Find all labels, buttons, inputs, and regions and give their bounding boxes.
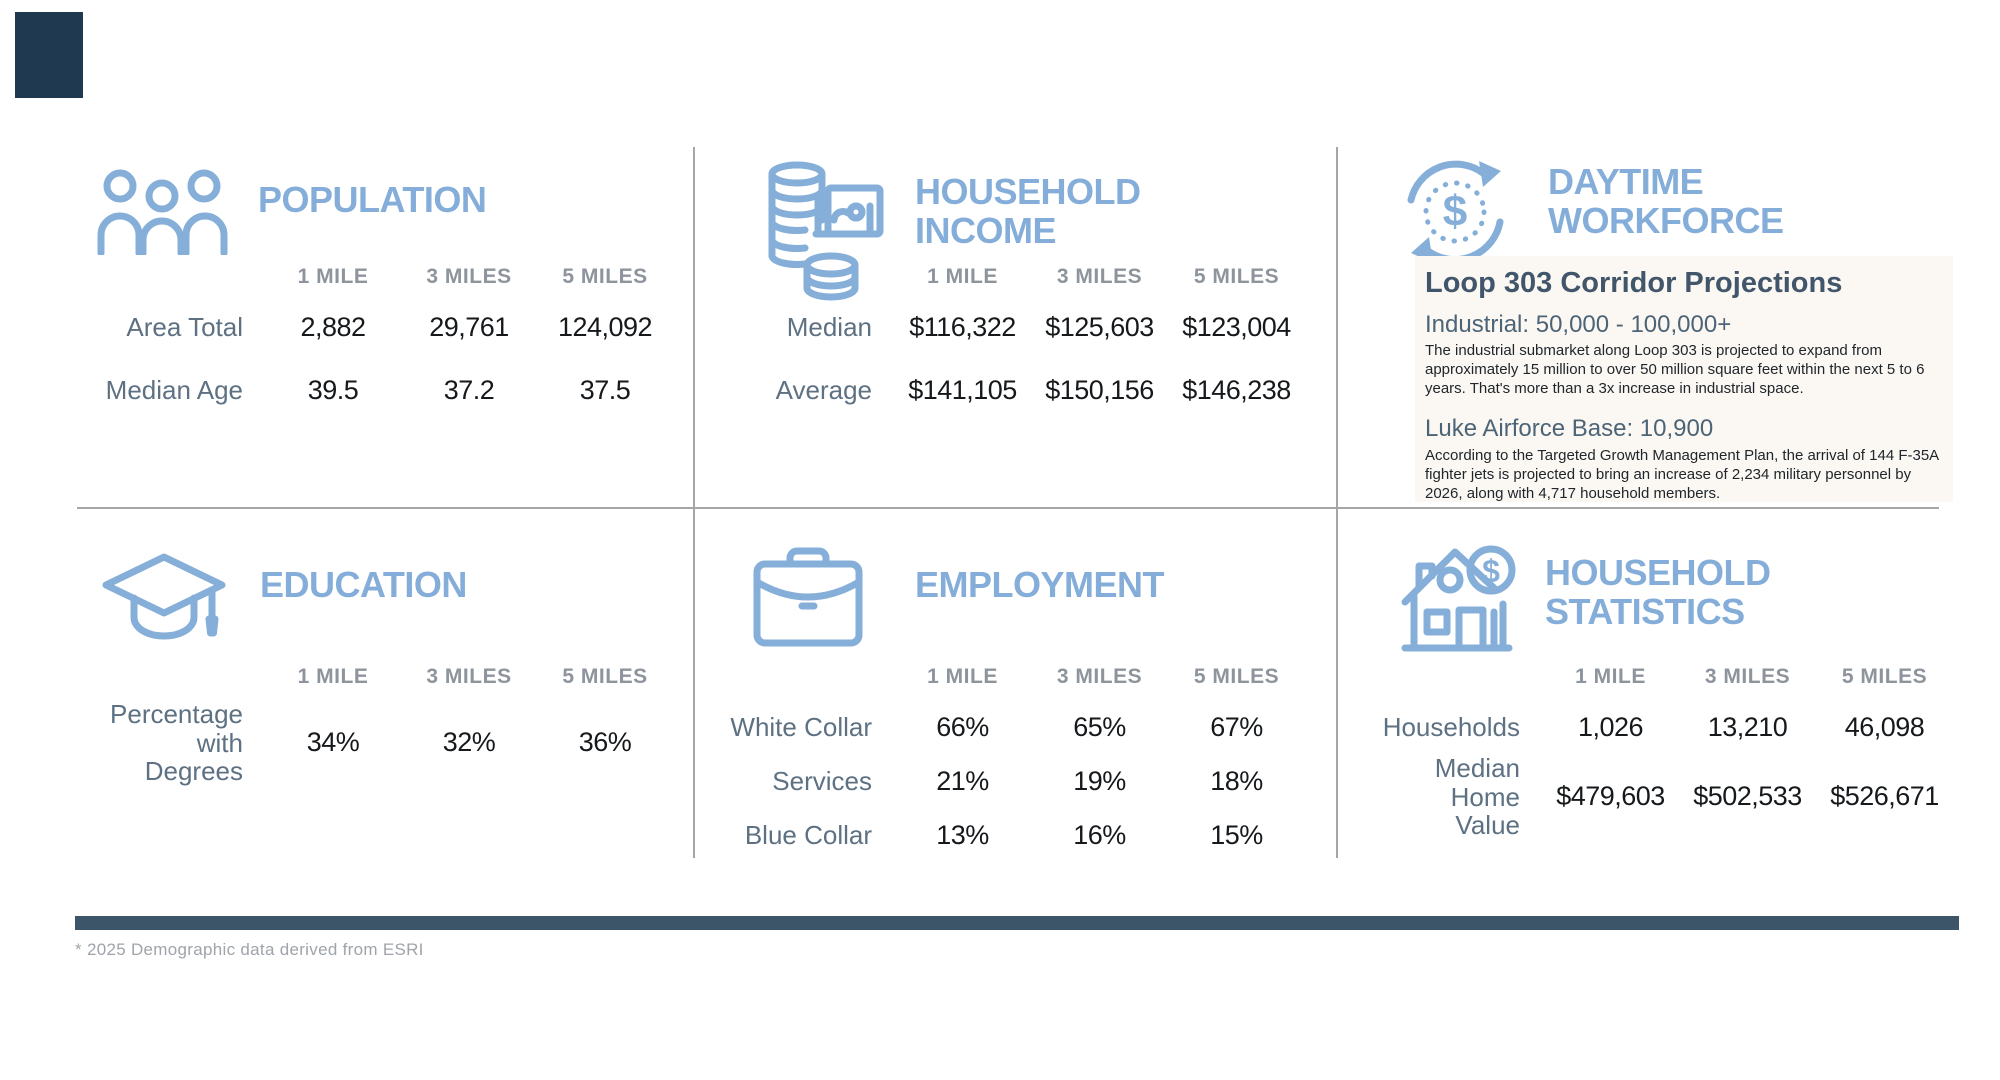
education-table [75, 664, 693, 786]
stat-value: $116,322 [909, 311, 1016, 342]
row-label: Average [775, 374, 872, 405]
row-label: Households [1382, 711, 1520, 742]
education-panel [75, 508, 693, 858]
table-row [694, 363, 1336, 417]
column-header: 5 MILES [1841, 665, 1928, 688]
briefcase-icon [750, 546, 866, 648]
cycle-dollar-icon [1397, 158, 1515, 268]
panel-title: HOUSEHOLD STATISTICS [1545, 552, 1771, 632]
employment-table [694, 664, 1336, 862]
stat-value: 21% [936, 765, 989, 796]
column-header: 5 MILES [1193, 265, 1280, 288]
table-row [75, 363, 693, 417]
row-label: Area Total [126, 311, 243, 342]
column-header: 3 MILES [1056, 665, 1143, 688]
column-header: 5 MILES [1193, 665, 1280, 688]
table-row [75, 300, 693, 354]
panel-title: EDUCATION [260, 564, 467, 605]
stat-value: 16% [1073, 819, 1126, 850]
stat-value: $123,004 [1182, 311, 1291, 342]
stat-value: $150,156 [1045, 374, 1154, 405]
stat-value: 18% [1210, 765, 1263, 796]
column-header: 3 MILES [426, 265, 512, 288]
column-header: 1 MILE [297, 665, 369, 688]
svg-text:$: $ [1442, 187, 1468, 236]
industrial-heading: Industrial: 50,000 - 100,000+ [1425, 310, 1732, 338]
stat-value: 2,882 [300, 311, 366, 342]
stat-value: 65% [1073, 711, 1126, 742]
stat-value: 13% [936, 819, 989, 850]
table-header-row [1337, 664, 1960, 690]
table-row [694, 808, 1336, 862]
luke-afb-body: According to the Targeted Growth Management Plan, the arrival of 144 F-35A fighter jets is projected to bring an increase of 2,234 military personnel by 2026, along with 4,717 household members. [1425, 446, 1939, 502]
column-header: 1 MILE [297, 265, 369, 288]
stat-value: $146,238 [1182, 374, 1291, 405]
stat-value: $502,533 [1693, 781, 1802, 812]
people-icon [95, 165, 230, 255]
table-row [694, 754, 1336, 808]
household-statistics-panel [1337, 508, 1960, 858]
row-label: Blue Collar [744, 819, 872, 850]
row-label: Services [772, 765, 872, 796]
stat-value: 1,026 [1577, 711, 1644, 742]
projections-subtitle: Loop 303 Corridor Projections [1425, 267, 1843, 299]
row-label: Percentage with Degrees [110, 699, 243, 787]
luke-afb-heading: Luke Airforce Base: 10,900 [1425, 415, 1714, 443]
stat-value: $141,105 [908, 374, 1017, 405]
table-header-row [75, 264, 693, 290]
table-header-row [694, 664, 1336, 690]
stat-value: 19% [1073, 765, 1126, 796]
row-label: Median Home Value [1434, 753, 1520, 841]
household-income-panel [694, 140, 1336, 508]
panel-title: POPULATION [258, 179, 487, 220]
column-header: 3 MILES [426, 665, 512, 688]
table-row [75, 700, 693, 786]
column-header: 1 MILE [927, 665, 998, 688]
brand-corner-mark [15, 12, 83, 98]
panel-title: DAYTIME WORKFORCE [1548, 161, 1784, 241]
stat-value: 46,098 [1844, 711, 1925, 742]
industrial-body: The industrial submarket along Loop 303 is projected to expand from approximately 15 million to over 50 million square feet within the next 5 to 6 years. That's more than a 3x increase in industrial space. [1425, 342, 1925, 398]
table-row [694, 300, 1336, 354]
stat-value: 29,761 [429, 311, 509, 342]
stat-value: 15% [1210, 819, 1263, 850]
table-header-row [694, 264, 1336, 290]
stat-value: $125,603 [1045, 311, 1154, 342]
column-header: 3 MILES [1056, 265, 1143, 288]
household-statistics-table [1337, 664, 1960, 840]
table-row [1337, 754, 1960, 840]
household-income-table [694, 264, 1336, 417]
column-header: 5 MILES [562, 265, 648, 288]
svg-text:$: $ [1482, 553, 1500, 589]
stat-value: 124,092 [557, 311, 653, 342]
stat-value: 37.5 [579, 374, 631, 405]
row-label: Median [786, 311, 872, 342]
stat-value: 36% [578, 727, 632, 758]
graduation-cap-icon [98, 551, 230, 653]
population-table [75, 264, 693, 417]
stat-value: 37.2 [443, 374, 495, 405]
house-dollar-icon [1397, 538, 1525, 654]
stat-value: 66% [936, 711, 989, 742]
column-header: 3 MILES [1704, 665, 1791, 688]
daytime-workforce-panel [1337, 140, 1960, 508]
row-label: White Collar [730, 711, 872, 742]
data-source-footnote: * 2025 Demographic data derived from ESRI [75, 940, 424, 959]
population-panel [75, 140, 693, 508]
column-header: 1 MILE [927, 265, 998, 288]
column-header: 1 MILE [1575, 665, 1646, 688]
panel-title: EMPLOYMENT [915, 564, 1165, 605]
footer-accent-bar [75, 916, 1959, 930]
stat-value: 39.5 [307, 374, 359, 405]
row-label: Median Age [105, 374, 243, 405]
table-row [1337, 700, 1960, 754]
column-header: 5 MILES [562, 665, 648, 688]
employment-panel [694, 508, 1336, 858]
projections-box [1415, 256, 1953, 502]
stat-value: 32% [442, 727, 496, 758]
stat-value: 34% [306, 727, 360, 758]
table-header-row [75, 664, 693, 690]
stat-value: $526,671 [1830, 781, 1939, 812]
table-row [694, 700, 1336, 754]
stat-value: $479,603 [1556, 781, 1665, 812]
panel-title: HOUSEHOLD INCOME [915, 171, 1141, 251]
stat-value: 67% [1210, 711, 1263, 742]
stat-value: 13,210 [1707, 711, 1788, 742]
